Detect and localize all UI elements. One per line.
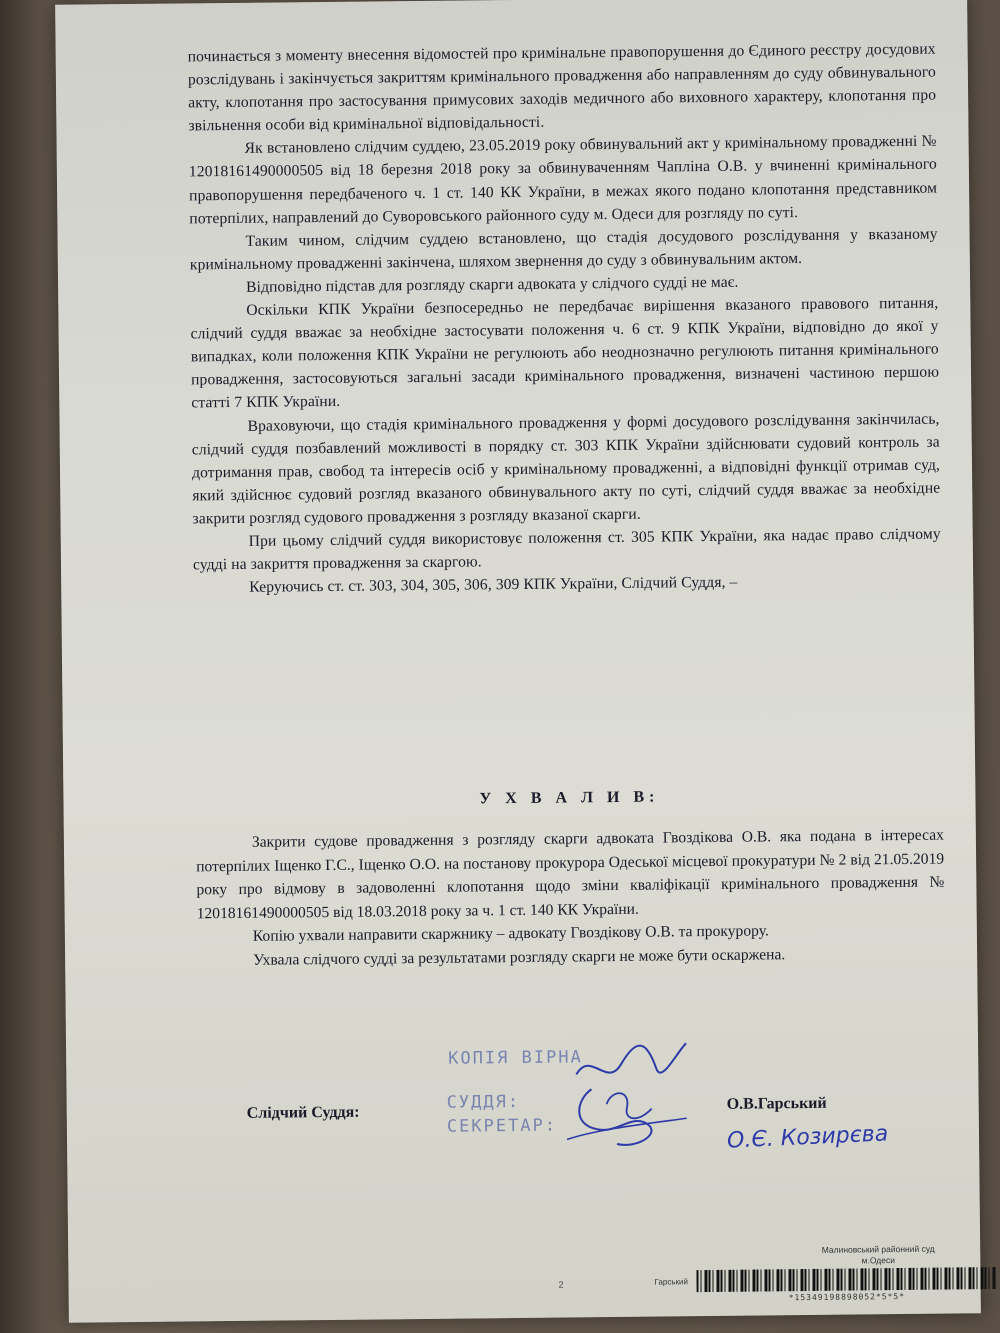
paragraph: Ухвала слідчого судді за результатами розгляду скарги не може бути оскаржена. <box>253 946 786 969</box>
paragraph: Закрити судове провадження з розгляду скарги адвоката Гвоздікова О.В. яка подана в інтересах потерпілих Іщенко Г.С., Іщенко О.О. на постанову прокурора Одеської місцевої прокуратури № 2 від 21.05.2019 року про відмову в задоволенні клопотання щодо зміни кваліфікації кримінального провадження № 12018161490000505 від 18.03.2018 року за ч. 1 ст. 140 КК України. <box>196 826 945 923</box>
stamp-secretary: СЕКРЕТАР: <box>446 1115 558 1137</box>
judge-name: О.В.Гарський <box>726 1094 827 1113</box>
barcode-name: Гарський <box>654 1277 688 1287</box>
secretary-handwritten-name: О.Є. Козирєва <box>726 1121 889 1154</box>
paragraph: починається з моменту внесення відомостей про кримінальне правопорушення до Єдиного реєстру досудових розслідувань і закінчується закриттям кримінального провадження або направленням до суду обвинувального акту, клопотання про застосування примусових заходів медичного або виховного характеру, клопотання про звільнення особи від кримінальної відповідальності. <box>187 40 937 135</box>
paragraph: Враховуючи, що стадія кримінального провадження у формі досудового розслідування закінчилась, слідчий суддя позбавлений можливості в порядку ст. 303 КПК України здійснювати судовий контроль за дотримання прав, свобод та інтересів осіб у кримінальному провадженні, а відповідні функції отримав суд, який здійснює судовий розгляд вказаного обвинувального акту по суті, слідчий суддя вважає за необхідне закрити розгляд судового провадження з розгляду вказаної скарги. <box>191 410 941 528</box>
paragraph: При цьому слідчий суддя використовує положення ст. 305 КПК України, яка надає право слідчому судді на закриття провадження за скаргою. <box>192 525 941 574</box>
resolution-heading: У Х В А Л И В: <box>479 788 660 808</box>
stamp-copy-true: КОПІЯ ВІРНА <box>448 1047 583 1069</box>
page-number: 2 <box>558 1279 564 1290</box>
paragraph: Копію ухвали направити скаржнику – адвокату Гвоздікову О.В. та прокурору. <box>252 922 769 946</box>
court-name <box>788 1243 968 1267</box>
paragraph: Як встановлено слідчим суддею, 23.05.2019 року обвинувальний акт у кримінальному провадженні № 12018161490000505 від 18 березня 2018 року за обвинуваченням Чапліна О.В. у вчиненні кримінального правопорушення передбаченого ч. 1 ст. 140 КК України, в межах якого подано клопотання представником потерпілих, направлений до Суворовського районного суду м. Одеси для розгляду по суті. <box>188 132 938 228</box>
barcode-icon <box>696 1267 996 1292</box>
handwritten-signature <box>536 1028 717 1170</box>
paragraph: Відповідно підстав для розгляду скарги адвоката у слідчого судді не має. <box>246 273 739 296</box>
body-text-bottom <box>196 824 945 973</box>
court-line-2: м.Одеси <box>861 1255 896 1266</box>
signature-label: Слідчий Суддя: <box>246 1103 360 1122</box>
document-page <box>55 0 981 1323</box>
body-text-top <box>188 38 942 600</box>
paragraph: Оскільки КПК України безпосередньо не передбачає вирішення вказаного правового питання, слідчий суддя вважає за необхідне застосувати положення ч. 6 ст. 9 КПК України, відповідно до якої у випадках, коли положення КПК України не регулюють або неоднозначно регулюють питання кримінального провадження, застосовуються загальні засади кримінального провадження, визначені частиною першою статті 7 КПК України. <box>190 294 940 412</box>
barcode-number: *15349198898052*5*5* <box>788 1291 906 1303</box>
paragraph: Таким чином, слідчим суддею встановлено, що стадія досудового розслідування у вказаному кримінальному провадженні закінчена, шляхом звернення до суду з обвинувальним актом. <box>189 225 938 274</box>
stamp-judge: СУДДЯ: <box>446 1092 521 1113</box>
paragraph: Керуючись ст. ст. 303, 304, 305, 306, 309 КПК України, Слідчий Суддя, – <box>249 573 738 596</box>
court-line-1: Малиновський районний суд <box>821 1243 935 1255</box>
